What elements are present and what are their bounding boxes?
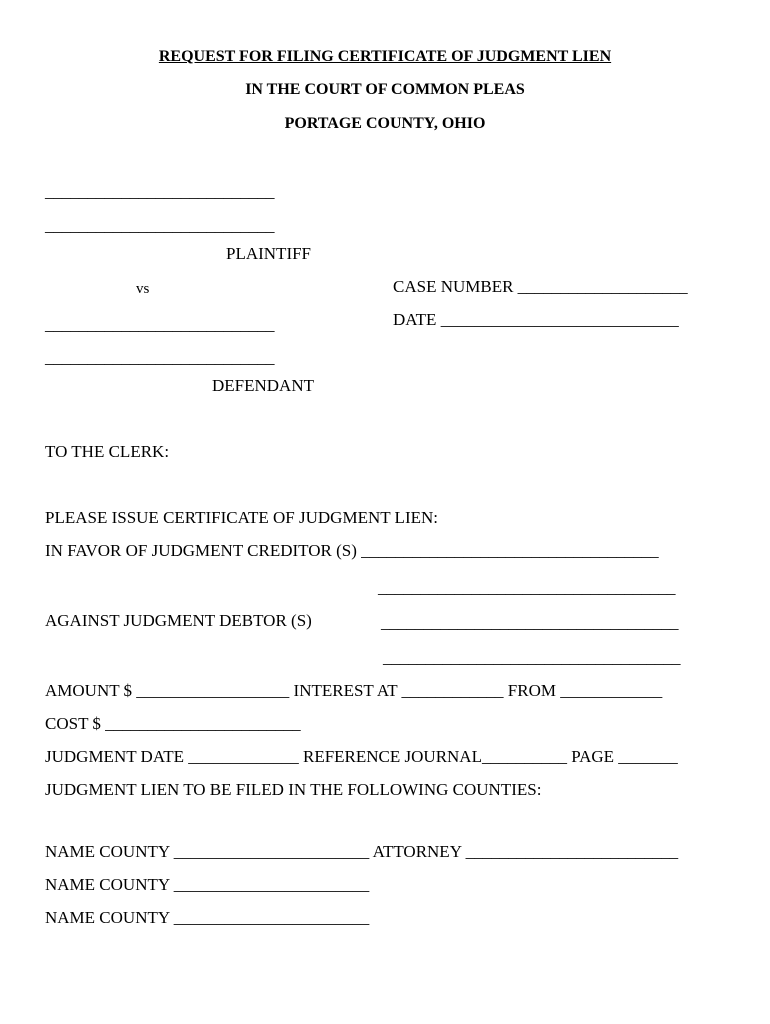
defendant-name-line-1[interactable]: ___________________________ <box>45 315 275 334</box>
amount-interest-row[interactable]: AMOUNT $ __________________ INTEREST AT ____________ FROM ____________ <box>45 681 663 700</box>
court-name: IN THE COURT OF COMMON PLEAS <box>245 81 525 98</box>
judgment-creditor-field[interactable]: IN FAVOR OF JUDGMENT CREDITOR (S) ___________________________________ <box>45 541 659 560</box>
to-clerk-heading: TO THE CLERK: <box>45 442 170 461</box>
judgment-debtor-line-1[interactable]: ___________________________________ <box>381 613 679 632</box>
case-number-field[interactable]: CASE NUMBER ____________________ <box>393 277 688 296</box>
county-name: PORTAGE COUNTY, OHIO <box>284 115 486 132</box>
please-issue-text: PLEASE ISSUE CERTIFICATE OF JUDGMENT LIEN: <box>45 508 438 527</box>
judgment-debtor-line-2[interactable]: ___________________________________ <box>383 648 681 667</box>
date-field[interactable]: DATE ____________________________ <box>393 310 679 329</box>
county-attorney-row[interactable]: NAME COUNTY _______________________ ATTORNEY _________________________ <box>45 842 679 861</box>
document-title: REQUEST FOR FILING CERTIFICATE OF JUDGMENT LIEN <box>158 48 612 65</box>
judgment-date-row[interactable]: JUDGMENT DATE _____________ REFERENCE JOURNAL__________ PAGE _______ <box>45 747 678 766</box>
plaintiff-name-line-2[interactable]: ___________________________ <box>45 216 275 235</box>
plaintiff-name-line-1[interactable]: ___________________________ <box>45 182 275 201</box>
judgment-creditor-line-2[interactable]: ___________________________________ <box>378 578 676 597</box>
vs-label: vs <box>136 281 150 297</box>
county-row-3[interactable]: NAME COUNTY _______________________ <box>45 908 370 927</box>
defendant-name-line-2[interactable]: ___________________________ <box>45 348 275 367</box>
plaintiff-label: PLAINTIFF <box>226 244 312 263</box>
county-row-2[interactable]: NAME COUNTY _______________________ <box>45 875 370 894</box>
counties-heading: JUDGMENT LIEN TO BE FILED IN THE FOLLOWING COUNTIES: <box>45 780 542 799</box>
defendant-label: DEFENDANT <box>212 376 314 395</box>
judgment-debtor-label: AGAINST JUDGMENT DEBTOR (S) <box>45 611 312 630</box>
cost-row[interactable]: COST $ _______________________ <box>45 714 301 733</box>
